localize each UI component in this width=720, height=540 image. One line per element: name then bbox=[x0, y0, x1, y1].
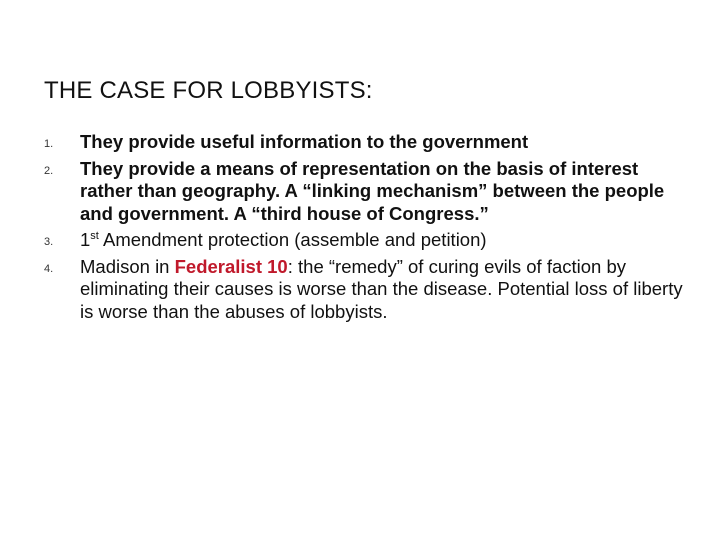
amendment-ordinal: 1 bbox=[80, 229, 91, 250]
list-item bbox=[44, 256, 684, 324]
slide-title: THE CASE FOR LOBBYISTS: bbox=[44, 77, 373, 104]
list-item bbox=[44, 158, 684, 226]
list-item bbox=[44, 229, 684, 252]
list-number: 1. bbox=[44, 138, 54, 150]
list-item-text-before: Madison in bbox=[80, 255, 175, 277]
list-item-text: Amendment protection (assemble and petition) bbox=[98, 229, 487, 250]
list-number: 2. bbox=[44, 164, 54, 177]
federalist-10-highlight: Federalist 10 bbox=[174, 255, 288, 277]
list-item bbox=[44, 131, 684, 154]
ordinal-suffix: st bbox=[90, 229, 99, 242]
list-item-text: They provide a means of representation on the basis of interest rather than geography. A “linking mechanism” between the people and government. A “third house of Congress.” bbox=[80, 157, 665, 224]
list-number: 4. bbox=[44, 262, 54, 275]
argument-list bbox=[44, 131, 684, 327]
list-item-text: They provide useful information to the government bbox=[80, 131, 529, 152]
list-number: 3. bbox=[44, 236, 54, 248]
list-item-text-after: : the “remedy” of curing evils of faction by eliminating their causes is worse than the disease. Potential loss of liberty is worse than the abuses of lobbyists. bbox=[80, 255, 683, 322]
